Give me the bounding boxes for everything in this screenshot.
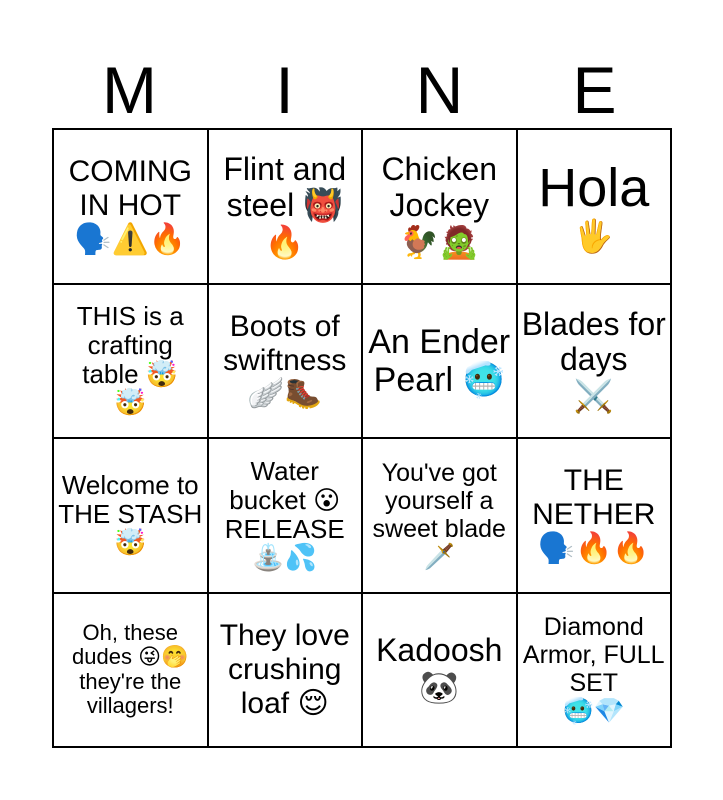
bingo-cell-text: An Ender Pearl 🥶: [368, 322, 511, 399]
bingo-cell-1[interactable]: [54, 130, 209, 285]
bingo-cell-emoji: 🔥: [264, 222, 305, 261]
bingo-cell-16[interactable]: [518, 594, 673, 749]
bingo-cell-emoji: 🪽🥾: [247, 376, 323, 412]
header-letter-e: E: [572, 53, 617, 127]
bingo-cell-2[interactable]: [209, 130, 364, 285]
header-letter-m: M: [102, 53, 157, 127]
bingo-cell-emoji: 🐓🧟: [399, 222, 480, 261]
bingo-cell-emoji: 🖐️: [573, 217, 614, 256]
bingo-cell-emoji: ⚔️: [573, 377, 614, 416]
bingo-cell-text: You've got yourself a sweet blade 🗡️: [372, 459, 506, 572]
bingo-cell-3[interactable]: [363, 130, 518, 285]
bingo-cell-text: Flint and steel 👹: [223, 151, 347, 223]
bingo-cell-11[interactable]: [363, 439, 518, 594]
bingo-cell-13[interactable]: [54, 594, 209, 749]
bingo-cell-text: Chicken Jockey: [381, 151, 498, 223]
bingo-cell-14[interactable]: [209, 594, 364, 749]
bingo-cell-text: Welcome to THE STASH: [58, 470, 203, 530]
bingo-cell-text: Boots of swiftness: [223, 309, 347, 377]
bingo-cell-12[interactable]: [518, 439, 673, 594]
bingo-cell-emoji: 🤯: [114, 388, 147, 419]
bingo-cell-emoji: ⛲💦: [252, 542, 318, 573]
bingo-header: [52, 52, 672, 128]
bingo-cell-5[interactable]: [54, 285, 209, 440]
bingo-cell-emoji: 🐼: [419, 668, 460, 707]
bingo-cell-text: COMING IN HOT: [68, 155, 192, 222]
bingo-cell-text: Water bucket 😮 RELEASE: [224, 455, 345, 544]
bingo-cell-8[interactable]: [518, 285, 673, 440]
bingo-cell-text: Hola: [538, 157, 650, 218]
bingo-cell-text: They love crushing loaf 😌: [219, 619, 350, 720]
bingo-cell-text: Kadoosh: [376, 632, 503, 669]
bingo-cell-emoji: 🗣️🔥🔥: [537, 530, 650, 566]
bingo-cell-text: THIS is a crafting table 🤯: [76, 301, 184, 390]
bingo-cell-7[interactable]: [363, 285, 518, 440]
bingo-cell-emoji: 🤯: [114, 528, 147, 559]
bingo-cell-text: Oh, these dudes 😜🤭 they're the villagers!: [72, 619, 189, 719]
header-letter-i: I: [275, 53, 294, 127]
header-letter-n: N: [415, 53, 464, 127]
bingo-cell-10[interactable]: [209, 439, 364, 594]
bingo-cell-6[interactable]: [209, 285, 364, 440]
bingo-cell-15[interactable]: [363, 594, 518, 749]
bingo-cell-text: Blades for days: [521, 305, 666, 378]
bingo-cell-emoji: 🗣️⚠️🔥: [74, 221, 187, 257]
bingo-cell-text: Diamond Armor, FULL SET: [522, 613, 665, 698]
bingo-cell-emoji: 🥶💎: [562, 696, 625, 726]
bingo-cell-9[interactable]: [54, 439, 209, 594]
bingo-cell-4[interactable]: [518, 130, 673, 285]
bingo-grid: [52, 128, 672, 748]
bingo-cell-text: THE NETHER: [532, 464, 656, 531]
